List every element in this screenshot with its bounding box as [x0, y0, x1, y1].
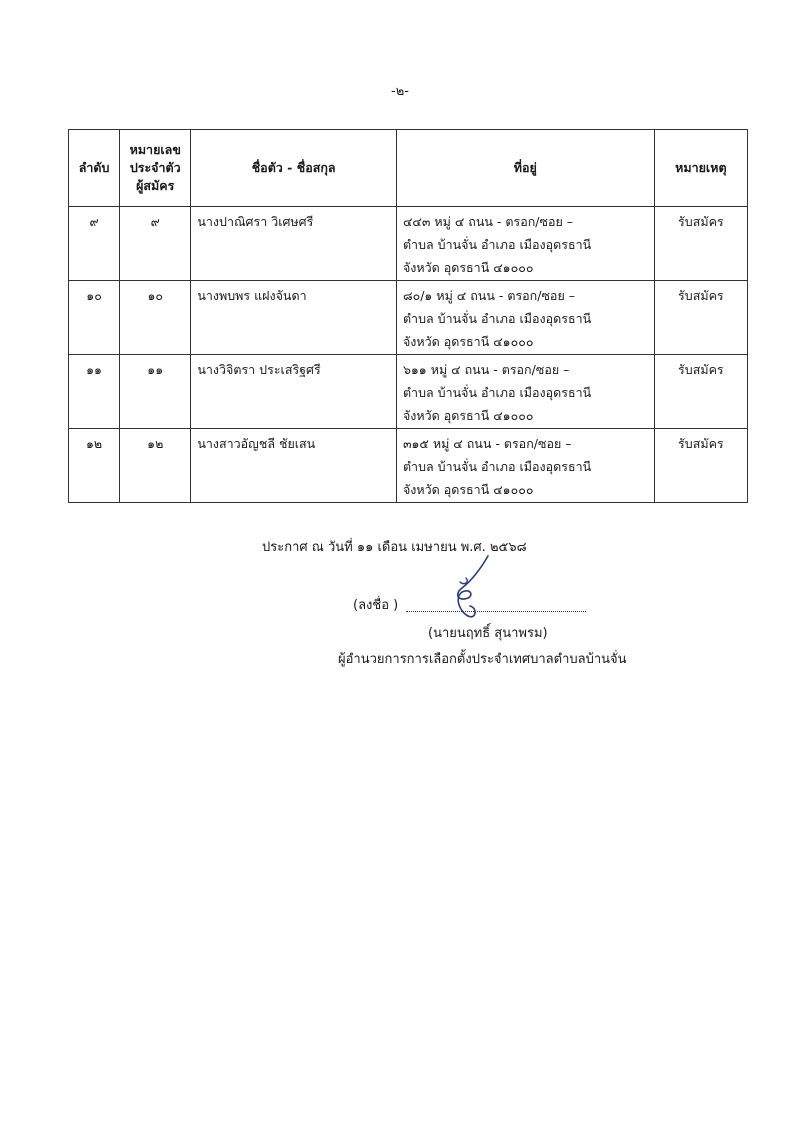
table-row	[69, 355, 748, 429]
header-name: ชื่อตัว - ชื่อสกุล	[191, 130, 397, 207]
row-name: นางวิจิตรา ประเสริฐศรี	[191, 355, 397, 429]
row-id: ๑๒	[120, 429, 191, 503]
signer-name: (นายนฤทธิ์ สุนาพรม)	[428, 626, 548, 641]
table-header-row	[69, 130, 748, 207]
row-address	[396, 355, 654, 429]
page-number: -๒-	[391, 84, 409, 99]
row-address	[396, 281, 654, 355]
header-no: ลำดับ	[69, 130, 120, 207]
row-name: นางสาวอัญชลี ชัยเสน	[191, 429, 397, 503]
address-line: ๖๑๑ หมู่ ๔ ถนน - ตรอก/ซอย –	[402, 362, 570, 377]
header-id-line: หมายเลข	[129, 142, 181, 157]
row-remark: รับสมัคร	[654, 355, 747, 429]
header-id-line: ผู้สมัคร	[136, 178, 175, 193]
address-line: ตำบล บ้านจั่น อำเภอ เมืองอุดรธานี	[402, 237, 592, 252]
row-no: ๑๒	[69, 429, 120, 503]
address-line: ๔๔๓ หมู่ ๔ ถนน - ตรอก/ซอย –	[402, 214, 574, 229]
signer-title: ผู้อำนวยการการเลือกตั้งประจำเทศบาลตำบลบ้านจั่น	[338, 652, 627, 667]
row-id: ๑๑	[120, 355, 191, 429]
address-line: ๘๐/๑ หมู่ ๔ ถนน - ตรอก/ซอย –	[402, 288, 575, 303]
row-remark: รับสมัคร	[654, 281, 747, 355]
row-name: นางปาณิศรา วิเศษศรี	[191, 207, 397, 281]
address-line: ๓๑๕ หมู่ ๔ ถนน - ตรอก/ซอย –	[402, 436, 572, 451]
row-no: ๙	[69, 207, 120, 281]
announcement-date: ประกาศ ณ วันที่ ๑๑ เดือน เมษายน พ.ศ. ๒๕๖๘	[262, 540, 527, 555]
address-line: ตำบล บ้านจั่น อำเภอ เมืองอุดรธานี	[402, 459, 592, 474]
signature-label: (ลงชื่อ )	[353, 598, 399, 613]
row-address	[396, 207, 654, 281]
row-name: นางพบพร แฝงจันดา	[191, 281, 397, 355]
header-id	[120, 130, 191, 207]
header-id-line: ประจำตัว	[129, 160, 181, 175]
table-row	[69, 429, 748, 503]
row-remark: รับสมัคร	[654, 207, 747, 281]
row-no: ๑๐	[69, 281, 120, 355]
row-id: ๑๐	[120, 281, 191, 355]
address-line: จังหวัด อุดรธานี ๔๑๐๐๐	[402, 334, 534, 349]
table-row	[69, 207, 748, 281]
header-remark: หมายเหตุ	[654, 130, 747, 207]
handwritten-signature	[440, 552, 510, 632]
row-no: ๑๑	[69, 355, 120, 429]
header-address: ที่อยู่	[396, 130, 654, 207]
candidate-table	[68, 129, 748, 503]
address-line: ตำบล บ้านจั่น อำเภอ เมืองอุดรธานี	[402, 311, 592, 326]
address-line: จังหวัด อุดรธานี ๔๑๐๐๐	[402, 408, 534, 423]
row-id: ๙	[120, 207, 191, 281]
address-line: จังหวัด อุดรธานี ๔๑๐๐๐	[402, 482, 534, 497]
address-line: ตำบล บ้านจั่น อำเภอ เมืองอุดรธานี	[402, 385, 592, 400]
row-address	[396, 429, 654, 503]
row-remark: รับสมัคร	[654, 429, 747, 503]
address-line: จังหวัด อุดรธานี ๔๑๐๐๐	[402, 260, 534, 275]
table-row	[69, 281, 748, 355]
